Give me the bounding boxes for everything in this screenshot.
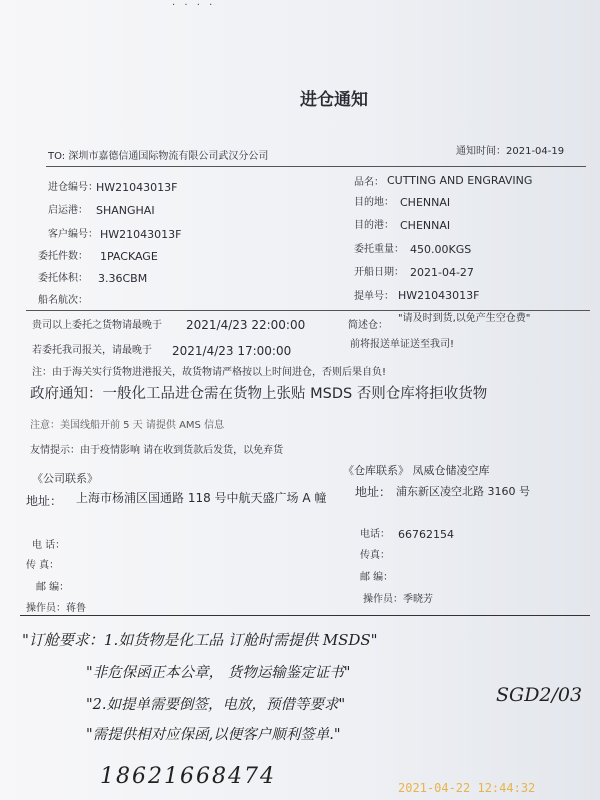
handwritten-line-1: "订舱要求：1.如货物是化工品 订舱时需提供 MSDS" xyxy=(22,631,378,649)
field-value: CHENNAI xyxy=(400,196,451,209)
company-address-label: 地址： xyxy=(26,494,63,508)
field-label: 开船日期： xyxy=(354,267,404,278)
punch-marks: · · · · xyxy=(172,0,216,11)
company-section: 《公司联系》 xyxy=(32,472,98,485)
handwritten-line-2: "非危保函正本公章， 货物运输鉴定证书" xyxy=(86,665,351,681)
warehouse-phone-label: 电话： xyxy=(360,529,390,540)
deadline-label: 贵司以上委托之货物请最晚于 xyxy=(32,320,162,331)
friendly-tip: 友情提示：由于疫情影响 请在收到货款后发货，以免弃货 xyxy=(30,445,284,456)
field-label: 提单号： xyxy=(354,291,394,302)
remark-value: "请及时到货,以免产生空仓费" xyxy=(398,313,531,324)
field-label: 进仓编号： xyxy=(48,182,98,193)
company-address: 上海市杨浦区国通路 118 号中航天盛广场 A 幢 xyxy=(76,491,327,505)
customs-label: 若委托我司报关，请最晚于 xyxy=(32,345,152,356)
field-value: HW21043013F xyxy=(100,228,182,241)
company-operator: 操作员：蒋鲁 xyxy=(26,603,86,614)
company-phone-label: 电 话： xyxy=(32,540,66,551)
header-rule xyxy=(46,166,586,167)
warehouse-address-label: 地址： xyxy=(355,485,392,499)
field-value: 450.00KGS xyxy=(410,243,472,256)
field-label: 委托重量： xyxy=(354,244,404,255)
field-label: 启运港： xyxy=(48,205,88,216)
field-label: 委托体积： xyxy=(38,273,88,284)
to-company: TO: 深圳市嘉德信通国际物流有限公司武汉分公司 xyxy=(48,151,269,162)
field-value: HW21043013F xyxy=(398,289,480,302)
customs-note: 前将报送单证送至我司! xyxy=(350,339,455,350)
bottom-rule xyxy=(20,615,590,616)
warehouse-fax-label: 传真： xyxy=(360,550,390,561)
handwritten-phone: 18621668474 xyxy=(100,764,276,789)
field-value: HW21043013F xyxy=(96,181,178,194)
field-value: 1PACKAGE xyxy=(100,250,158,263)
handwritten-line-3: "2.如提单需要倒签，电放，预借等要求" xyxy=(86,697,346,713)
field-label: 委托件数： xyxy=(38,251,88,262)
field-value: CUTTING AND ENGRAVING xyxy=(387,174,533,187)
handwritten-line-4: "需提供相对应保函,以便客户顺利签单." xyxy=(86,727,341,743)
warehouse-post-label: 邮 编： xyxy=(360,572,394,583)
field-label: 目的港： xyxy=(354,220,394,231)
photo-timestamp: 2021-04-22 12:44:32 xyxy=(398,781,536,795)
field-value: CHENNAI xyxy=(400,219,451,232)
page-title: 进仓通知 xyxy=(300,90,368,110)
field-value: 2021-04-27 xyxy=(410,266,474,279)
field-value: 3.36CBM xyxy=(98,272,148,285)
customs-value: 2021/4/23 17:00:00 xyxy=(172,344,292,358)
remark-label: 简述仓： xyxy=(348,320,388,331)
customs-warning: 注：由于海关实行货物进港报关，故货物请严格按以上时间进仓，否则后果自负! xyxy=(32,367,387,378)
handwritten-note: SGD2/03 xyxy=(496,684,583,706)
us-notice: 注意：美国线船开前 5 天 请提供 AMS 信息 xyxy=(30,420,225,431)
warehouse-section: 《仓库联系》 凤威仓储凌空库 xyxy=(343,464,490,477)
deadline-value: 2021/4/23 22:00:00 xyxy=(186,318,306,332)
field-label: 客户编号： xyxy=(48,229,98,240)
field-value: SHANGHAI xyxy=(96,204,155,217)
section-rule xyxy=(26,310,590,311)
field-label: 船名航次： xyxy=(38,295,88,306)
company-post-label: 邮 编： xyxy=(36,582,70,593)
warehouse-phone: 66762154 xyxy=(398,528,454,541)
company-fax-label: 传 真： xyxy=(26,560,60,571)
warehouse-address: 浦东新区凌空北路 3160 号 xyxy=(396,485,530,498)
field-label: 目的地： xyxy=(354,197,394,208)
field-label: 品名： xyxy=(354,177,384,188)
warehouse-operator: 操作员：季晓芳 xyxy=(363,594,433,605)
gov-notice: 政府通知：一般化工品进仓需在货物上张贴 MSDS 否则仓库将拒收货物 xyxy=(30,386,488,402)
notice-time: 通知时间：2021-04-19 xyxy=(456,146,565,157)
